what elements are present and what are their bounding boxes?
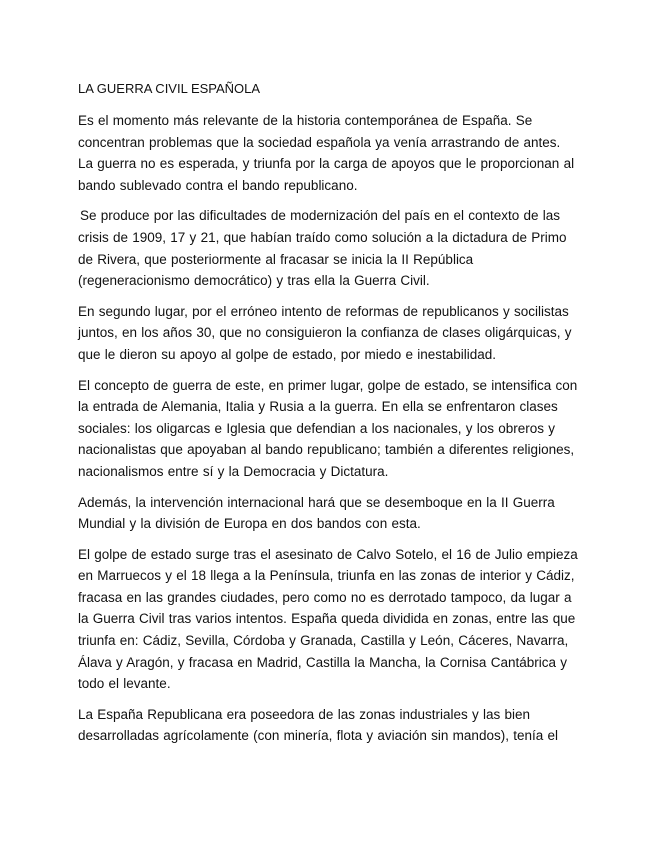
paragraph-international-intervention: Además, la intervención internacional hará que se desemboque en la II Guerra Mundial y la división de Europa en dos bandos con esta.: [78, 494, 555, 532]
paragraph-introduction: Es el momento más relevante de la historia contemporánea de España. Se concentran problemas que la sociedad española ya venía arrastrando de antes. La guerra no es esperada, y triunfa por la carga de apoyos que le proporcionan al bando sublevado contra el bando republicano.: [78, 113, 575, 193]
document-body: [78, 80, 578, 756]
paragraph-republican-spain: La España Republicana era poseedora de las zonas industriales y las bien desarrolladas agrícolamente (con minería, flota y aviación sin mandos), tenía el: [78, 706, 558, 744]
paragraph-causes-reforms: En segundo lugar, por el erróneo intento de reformas de republicanos y socilistas juntos, en los años 30, que no consiguieron la confianza de clases oligárquicas, y que le dieron su apoyo al golpe de estado, por miedo e inestabilidad.: [78, 303, 572, 362]
document-title: LA GUERRA CIVIL ESPAÑOLA: [78, 81, 261, 96]
paragraph-causes-modernization: Se produce por las dificultades de modernización del país en el contexto de las crisis de 1909, 17 y 21, que habían traído como solución a la dictadura de Primo de Rivera, que posteriormente al fracasar se inicia la II República (regeneracionismo democrático) y tras ella la Guerra Civil.: [78, 208, 567, 289]
paragraph-coup: El golpe de estado surge tras el asesinato de Calvo Sotelo, el 16 de Julio empieza en Marruecos y el 18 llega a la Península, triunfa en las zonas de interior y Cádiz, fracasa en las grandes ciudades, pero como no es derrotado tampoco, da lugar a la Guerra Civil tras varios intentos. España queda dividida en zonas, entre las que triunfa en: Cádiz, Sevilla, Córdoba y Granada, Castilla y León, Cáceres, Navarra, Álava y Aragón, y fracasa en Madrid, Castilla la Mancha, la Cornisa Cantábrica y todo el levante.: [78, 546, 578, 692]
paragraph-war-concept: El concepto de guerra de este, en primer lugar, golpe de estado, se intensifica con la entrada de Alemania, Italia y Rusia a la guerra. En ella se enfrentaron clases sociales: los oligarcas e Iglesia que defendian a los nacionales, y los obreros y nacionalistas que apoyaban al bando republicano; también a diferentes religiones, nacionalismos entre sí y la Democracia y Dictatura.: [78, 377, 578, 479]
